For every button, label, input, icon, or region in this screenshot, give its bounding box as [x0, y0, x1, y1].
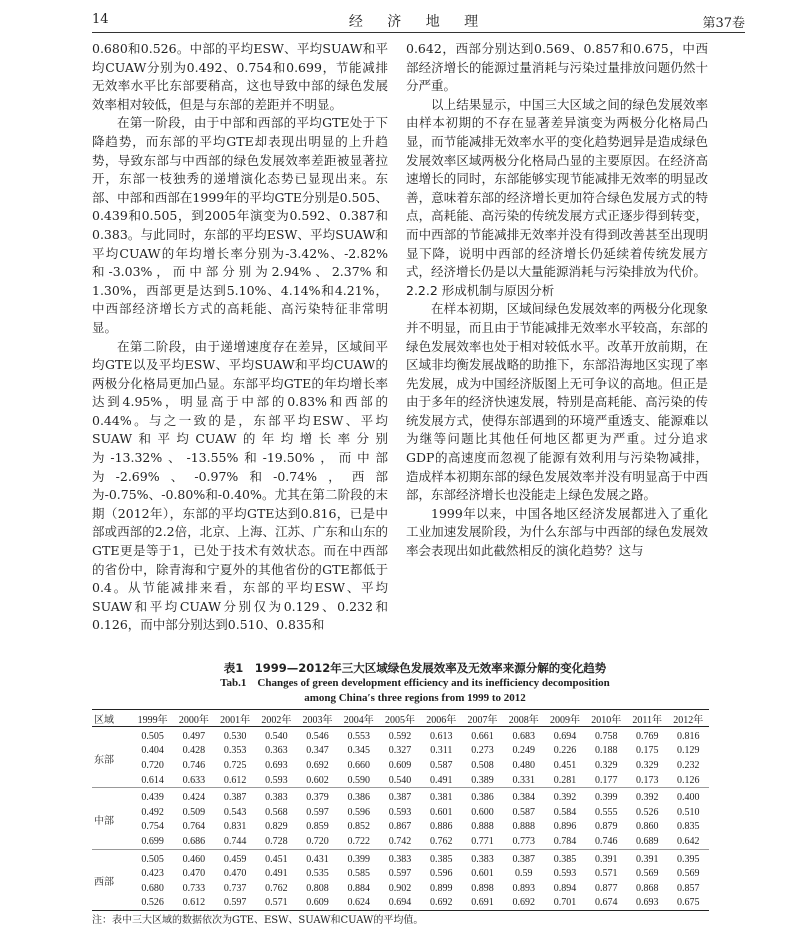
table-cell: 0.392 — [635, 792, 659, 804]
table-row — [92, 849, 709, 866]
table-cell: 0.381 — [430, 792, 453, 804]
table-cell: 0.694 — [388, 897, 412, 909]
table-cell: 0.385 — [430, 853, 453, 865]
right-column — [406, 40, 708, 561]
table-cell: 0.509 — [182, 806, 206, 818]
region-label: 西部 — [94, 877, 114, 889]
table-cell: 0.329 — [635, 759, 659, 771]
table-cell: 0.744 — [223, 835, 247, 847]
table-row — [92, 896, 709, 911]
table-cell: 0.530 — [223, 730, 247, 742]
table-cell: 0.386 — [471, 792, 494, 804]
table-cell: 0.460 — [182, 853, 206, 865]
table-cell: 0.660 — [347, 759, 371, 771]
table-cell: 0.329 — [594, 759, 618, 771]
table-cell: 0.593 — [388, 806, 412, 818]
table-cell: 0.505 — [141, 730, 164, 742]
table-cell: 0.126 — [677, 774, 700, 786]
table-caption — [70, 660, 760, 706]
column-header-year: 2001年 — [220, 714, 251, 726]
left-column — [92, 40, 388, 635]
table-row — [92, 834, 709, 849]
paragraph: 在第二阶段，由于递增速度存在差异，区域间平均GTE以及平均ESW、平均SUAW和平均CUAW的两极分化格局更加凸显。东部平均GTE的年均增长率达到4.95%，明显高于中部的0.83%和西部的0.44%。与之一致的是，东部平均ESW、平均SUAW和平均CUAW的年均增长率分别为-13.32%、-13.55%和-19.50%，而中部为-2.69%、-0.97%和-0.74%，西部为-0.75%、-0.80%和-0.40%。尤其在第二阶段的末期（2012年），东部的平均GTE达到0.816，已是中部或西部的2.2倍，北京、上海、江苏、广东和山东的GTE更是等于1，已处于技术有效状态。而在中西部的省份中，除青海和宁夏外的其他省份的GTE都低于0.4。从节能减排来看，东部的平均ESW、平均SUAW和平均CUAW分别仅为0.129、0.232和0.126，而中部分别达到0.510、0.835和 — [92, 338, 388, 633]
table-cell: 0.431 — [306, 853, 329, 865]
table-cell: 0.868 — [635, 882, 659, 894]
paragraph: 以上结果显示，中国三大区域之间的绿色发展效率由样本初期的不存在显著差异演变为两极分化格局凸显，而节能减排无效率水平的变化趋势迥异是造成绿色发展效率区域两极分化格局凸显的主要原因。在经济高速增长的同时，东部能够实现节能减排无效率的明显改善，意味着东部的经济增长更加符合绿色发展方式的特点，高耗能、高污染的传统发展方式正逐步得到转变，而中西部的节能减排无效率并没有得到改善甚至出现明显下降，说明中西部的经济增长仍延续着传统发展方式，经济增长仍是以大量能源消耗与污染排放为代价。 — [406, 96, 708, 280]
table-cell: 0.859 — [306, 821, 329, 833]
table-cell: 0.720 — [306, 835, 329, 847]
table-cell: 0.281 — [553, 774, 577, 786]
table-cell: 0.675 — [677, 897, 700, 909]
table-cell: 0.480 — [512, 759, 535, 771]
table-cell: 0.386 — [347, 792, 371, 804]
table-cell: 0.692 — [306, 759, 329, 771]
table-cell: 0.860 — [635, 821, 659, 833]
table-cell: 0.597 — [388, 868, 412, 880]
table-cell: 0.593 — [553, 868, 577, 880]
table-cell: 0.571 — [265, 897, 288, 909]
table-cell: 0.691 — [471, 897, 494, 909]
table-cell: 0.555 — [594, 806, 618, 818]
table-cell: 0.129 — [677, 745, 700, 757]
table-cell: 0.816 — [677, 730, 700, 742]
table-cell: 0.746 — [182, 759, 206, 771]
table-cell: 0.725 — [223, 759, 247, 771]
table-cell: 0.601 — [471, 868, 494, 880]
table-cell: 0.569 — [677, 868, 700, 880]
table-cell: 0.884 — [347, 882, 371, 894]
column-header-year: 2005年 — [385, 714, 416, 726]
table-cell: 0.746 — [594, 835, 618, 847]
journal-title: 经 济 地 理 — [348, 14, 489, 30]
region-label: 中部 — [94, 816, 114, 828]
table-cell: 0.692 — [430, 897, 453, 909]
table-cell: 0.808 — [306, 882, 329, 894]
table-cell: 0.596 — [430, 868, 453, 880]
table-cell: 0.387 — [388, 792, 412, 804]
table-cell: 0.852 — [347, 821, 371, 833]
column-header-year: 2012年 — [673, 714, 704, 726]
table-cell: 0.693 — [265, 759, 288, 771]
table-note: 注：表中三大区域的数据依次为GTE、ESW、SUAW和CUAW的平均值。 — [92, 915, 424, 926]
table-cell: 0.451 — [265, 853, 288, 865]
table-cell: 0.831 — [223, 821, 247, 833]
table-cell: 0.508 — [471, 759, 494, 771]
table-cell: 0.692 — [512, 897, 535, 909]
table-cell: 0.526 — [141, 897, 164, 909]
column-header-year: 2008年 — [508, 714, 539, 726]
table-cell: 0.742 — [388, 835, 412, 847]
table-cell: 0.395 — [677, 853, 700, 865]
page-number: 14 — [92, 12, 109, 27]
table-cell: 0.535 — [306, 868, 329, 880]
table-cell: 0.569 — [635, 868, 659, 880]
table-cell: 0.383 — [471, 853, 494, 865]
table-cell: 0.540 — [388, 774, 412, 786]
table-cell: 0.546 — [306, 730, 329, 742]
paragraph: 0.642，西部分别达到0.569、0.857和0.675，中西部经济增长的能源过量消耗与污染过量排放问题仍然十分严重。 — [406, 41, 708, 94]
paragraph: 在样本初期，区域间绿色发展效率的两极分化现象并不明显，而且由于节能减排无效率水平较高，东部的绿色发展效率也处于相对较低水平。改革开放前期，在区域非均衡发展战略的助推下，东部沿海地区实现了率先发展，成为中国经济版图上无可争议的高地。但正是由于多年的经济快速发展，特别是高耗能、高污染的传统发展方式，使得东部遇到的环境严重透支、能源难以为继等问题比其他任何地区都更为严重。过分追求GDP的高速度而忽视了能源有效利用与污染物减排，造成样本初期东部的绿色发展效率并没有明显高于中西部，东部经济增长也没能走上绿色发展之路。 — [406, 301, 708, 503]
table-cell: 0.898 — [471, 882, 494, 894]
table-row — [92, 866, 709, 881]
table-cell: 0.754 — [141, 821, 164, 833]
table-cell: 0.399 — [347, 853, 371, 865]
table-cell: 0.424 — [182, 792, 206, 804]
table-row — [92, 773, 709, 788]
table-cell: 0.689 — [635, 835, 659, 847]
table-cell: 0.387 — [223, 792, 247, 804]
column-header-year: 2000年 — [178, 714, 209, 726]
table-cell: 0.383 — [388, 853, 412, 865]
table-cell: 0.764 — [182, 821, 206, 833]
table-cell: 0.784 — [553, 835, 577, 847]
running-header — [92, 10, 745, 33]
table-cell: 0.439 — [141, 792, 164, 804]
table-cell: 0.694 — [553, 730, 577, 742]
table-cell: 0.526 — [635, 806, 659, 818]
table-cell: 0.771 — [471, 835, 494, 847]
table-cell: 0.587 — [430, 759, 453, 771]
column-header-year: 2010年 — [591, 714, 622, 726]
table-cell: 0.896 — [553, 821, 577, 833]
table-cell: 0.693 — [635, 897, 659, 909]
table-cell: 0.888 — [512, 821, 535, 833]
table-cell: 0.459 — [223, 853, 247, 865]
table-cell: 0.232 — [677, 759, 700, 771]
table-cell: 0.175 — [635, 745, 659, 757]
table-cell: 0.877 — [594, 882, 618, 894]
table-cell: 0.609 — [306, 897, 329, 909]
table-cell: 0.173 — [635, 774, 659, 786]
table-cell: 0.505 — [141, 853, 164, 865]
table-cell: 0.701 — [553, 897, 577, 909]
table-cell: 0.600 — [471, 806, 494, 818]
table-cell: 0.762 — [265, 882, 288, 894]
table-cell: 0.384 — [512, 792, 535, 804]
table-cell: 0.347 — [306, 745, 329, 757]
table-cell: 0.423 — [141, 868, 164, 880]
table-cell: 0.587 — [512, 806, 535, 818]
table-cell: 0.59 — [514, 868, 533, 880]
table-cell: 0.387 — [512, 853, 535, 865]
region-label: 东部 — [94, 754, 114, 766]
table-row — [92, 758, 709, 773]
table-cell: 0.392 — [553, 792, 577, 804]
table-cell: 0.894 — [553, 882, 577, 894]
column-header-region: 区域 — [94, 714, 114, 726]
column-header-year: 2003年 — [302, 714, 333, 726]
table-cell: 0.602 — [306, 774, 329, 786]
table-cell: 0.391 — [635, 853, 659, 865]
column-header-year: 2011年 — [632, 714, 662, 726]
table-header-row — [92, 710, 709, 727]
table-cell: 0.886 — [430, 821, 453, 833]
table-cell: 0.613 — [430, 730, 453, 742]
table-cell: 0.470 — [223, 868, 247, 880]
table-cell: 0.728 — [265, 835, 288, 847]
table-cell: 0.400 — [677, 792, 700, 804]
table-cell: 0.226 — [553, 745, 577, 757]
table-row — [92, 805, 709, 820]
region-group — [92, 788, 709, 849]
table-cell: 0.773 — [512, 835, 535, 847]
table-cell: 0.720 — [141, 759, 164, 771]
table-cell: 0.683 — [512, 730, 535, 742]
table-cell: 0.624 — [347, 897, 371, 909]
table-cell: 0.597 — [223, 897, 247, 909]
table-cell: 0.568 — [265, 806, 288, 818]
table-cell: 0.345 — [347, 745, 371, 757]
table-row — [92, 820, 709, 835]
table-cell: 0.540 — [265, 730, 288, 742]
table-cell: 0.470 — [182, 868, 206, 880]
table-cell: 0.722 — [347, 835, 371, 847]
table-cell: 0.829 — [265, 821, 288, 833]
table-cell: 0.893 — [512, 882, 535, 894]
table-cell: 0.353 — [223, 745, 247, 757]
table-cell: 0.510 — [677, 806, 700, 818]
table-cell: 0.553 — [347, 730, 371, 742]
table-caption-en-1: Tab.1 Changes of green development efficiency and its inefficiency decomposition — [220, 677, 610, 689]
table-cell: 0.383 — [265, 792, 288, 804]
table-cell: 0.311 — [430, 745, 453, 757]
table-cell: 0.597 — [306, 806, 329, 818]
table-cell: 0.331 — [512, 774, 535, 786]
table-cell: 0.385 — [553, 853, 577, 865]
table-cell: 0.699 — [141, 835, 164, 847]
table-cell: 0.592 — [388, 730, 412, 742]
table-cell: 0.614 — [141, 774, 164, 786]
table-cell: 0.363 — [265, 745, 288, 757]
table-cell: 0.888 — [471, 821, 494, 833]
table-cell: 0.584 — [553, 806, 577, 818]
table-cell: 0.674 — [594, 897, 618, 909]
paragraph: 0.680和0.526。中部的平均ESW、平均SUAW和平均CUAW分别为0.492、0.754和0.699，节能减排无效率水平比东部要稍高，这也导致中部的绿色发展效率相对较低，但是与东部的差距并不明显。 — [92, 41, 388, 112]
table-cell: 0.249 — [512, 745, 535, 757]
table-cell: 0.590 — [347, 774, 371, 786]
table-cell: 0.389 — [471, 774, 494, 786]
table-cell: 0.188 — [594, 745, 618, 757]
table-cell: 0.391 — [594, 853, 618, 865]
table-cell: 0.492 — [141, 806, 164, 818]
table-caption-en-2: among China′s three regions from 1999 to 2012 — [304, 692, 526, 704]
table-cell: 0.571 — [594, 868, 618, 880]
table-cell: 0.762 — [430, 835, 453, 847]
paragraph: 在第一阶段，由于中部和西部的平均GTE处于下降趋势，而东部的平均GTE却表现出明显的上升趋势，导致东部与中西部的绿色发展效率差距被显著拉开，东部一枝独秀的递增演化态势已显现出来。东部、中部和西部在1999年的平均GTE分别是0.505、0.439和0.505，到2005年演变为0.592、0.387和0.383。与此同时，东部的平均ESW、平均SUAW和平均CUAW的年均增长率分别为-3.42%、-2.82%和-3.03%，而中部分别为2.94%、2.37%和1.30%，西部更是达到5.10%、4.14%和4.21%，中西部经济增长方式的高耗能、高污染特征非常明显。 — [92, 115, 388, 335]
column-header-year: 2002年 — [261, 714, 292, 726]
table-cell: 0.491 — [265, 868, 288, 880]
table-cell: 0.585 — [347, 868, 371, 880]
table-cell: 0.733 — [182, 882, 206, 894]
table-cell: 0.902 — [388, 882, 412, 894]
table-cell: 0.857 — [677, 882, 700, 894]
data-table — [92, 709, 709, 911]
column-header-year: 2006年 — [426, 714, 457, 726]
table-cell: 0.593 — [265, 774, 288, 786]
table-cell: 0.177 — [594, 774, 618, 786]
table-cell: 0.737 — [223, 882, 247, 894]
column-header-year: 2007年 — [467, 714, 498, 726]
table-cell: 0.612 — [182, 897, 206, 909]
table-row — [92, 744, 709, 759]
table-cell: 0.835 — [677, 821, 700, 833]
table-cell: 0.899 — [430, 882, 453, 894]
table-cell: 0.543 — [223, 806, 247, 818]
region-group — [92, 849, 709, 910]
table-cell: 0.273 — [471, 745, 494, 757]
column-header-year: 1999年 — [137, 714, 168, 726]
volume-label: 第37卷 — [702, 16, 745, 31]
table-cell: 0.327 — [388, 745, 412, 757]
table-cell: 0.769 — [635, 730, 659, 742]
table-cell: 0.491 — [430, 774, 453, 786]
table-row — [92, 727, 709, 744]
table-cell: 0.879 — [594, 821, 618, 833]
region-group — [92, 727, 709, 788]
table-cell: 0.399 — [594, 792, 618, 804]
table-cell: 0.596 — [347, 806, 371, 818]
paragraph: 1999年以来，中国各地区经济发展都进入了重化工业加速发展阶段，为什么东部与中西部的绿色发展效率会表现出如此截然相反的演化趋势？这与 — [406, 505, 708, 559]
table-cell: 0.633 — [182, 774, 206, 786]
table-cell: 0.451 — [553, 759, 577, 771]
table-cell: 0.686 — [182, 835, 206, 847]
table-cell: 0.601 — [430, 806, 453, 818]
column-header-year: 2004年 — [343, 714, 374, 726]
table-cell: 0.612 — [223, 774, 247, 786]
table-cell: 0.404 — [141, 745, 164, 757]
table-cell: 0.758 — [594, 730, 618, 742]
table-cell: 0.680 — [141, 882, 164, 894]
table-caption-cn: 表1 1999—2012年三大区域绿色发展效率及无效率来源分解的变化趋势 — [223, 661, 607, 675]
table-cell: 0.609 — [388, 759, 412, 771]
table-cell: 0.379 — [306, 792, 329, 804]
table-cell: 0.428 — [182, 745, 206, 757]
column-header-year: 2009年 — [549, 714, 580, 726]
section-heading: 2.2.2 形成机制与原因分析 — [406, 282, 555, 298]
table-cell: 0.497 — [182, 730, 206, 742]
table-cell: 0.867 — [388, 821, 412, 833]
table-row — [92, 788, 709, 805]
table-cell: 0.661 — [471, 730, 494, 742]
table-cell: 0.642 — [677, 835, 700, 847]
table-row — [92, 881, 709, 896]
